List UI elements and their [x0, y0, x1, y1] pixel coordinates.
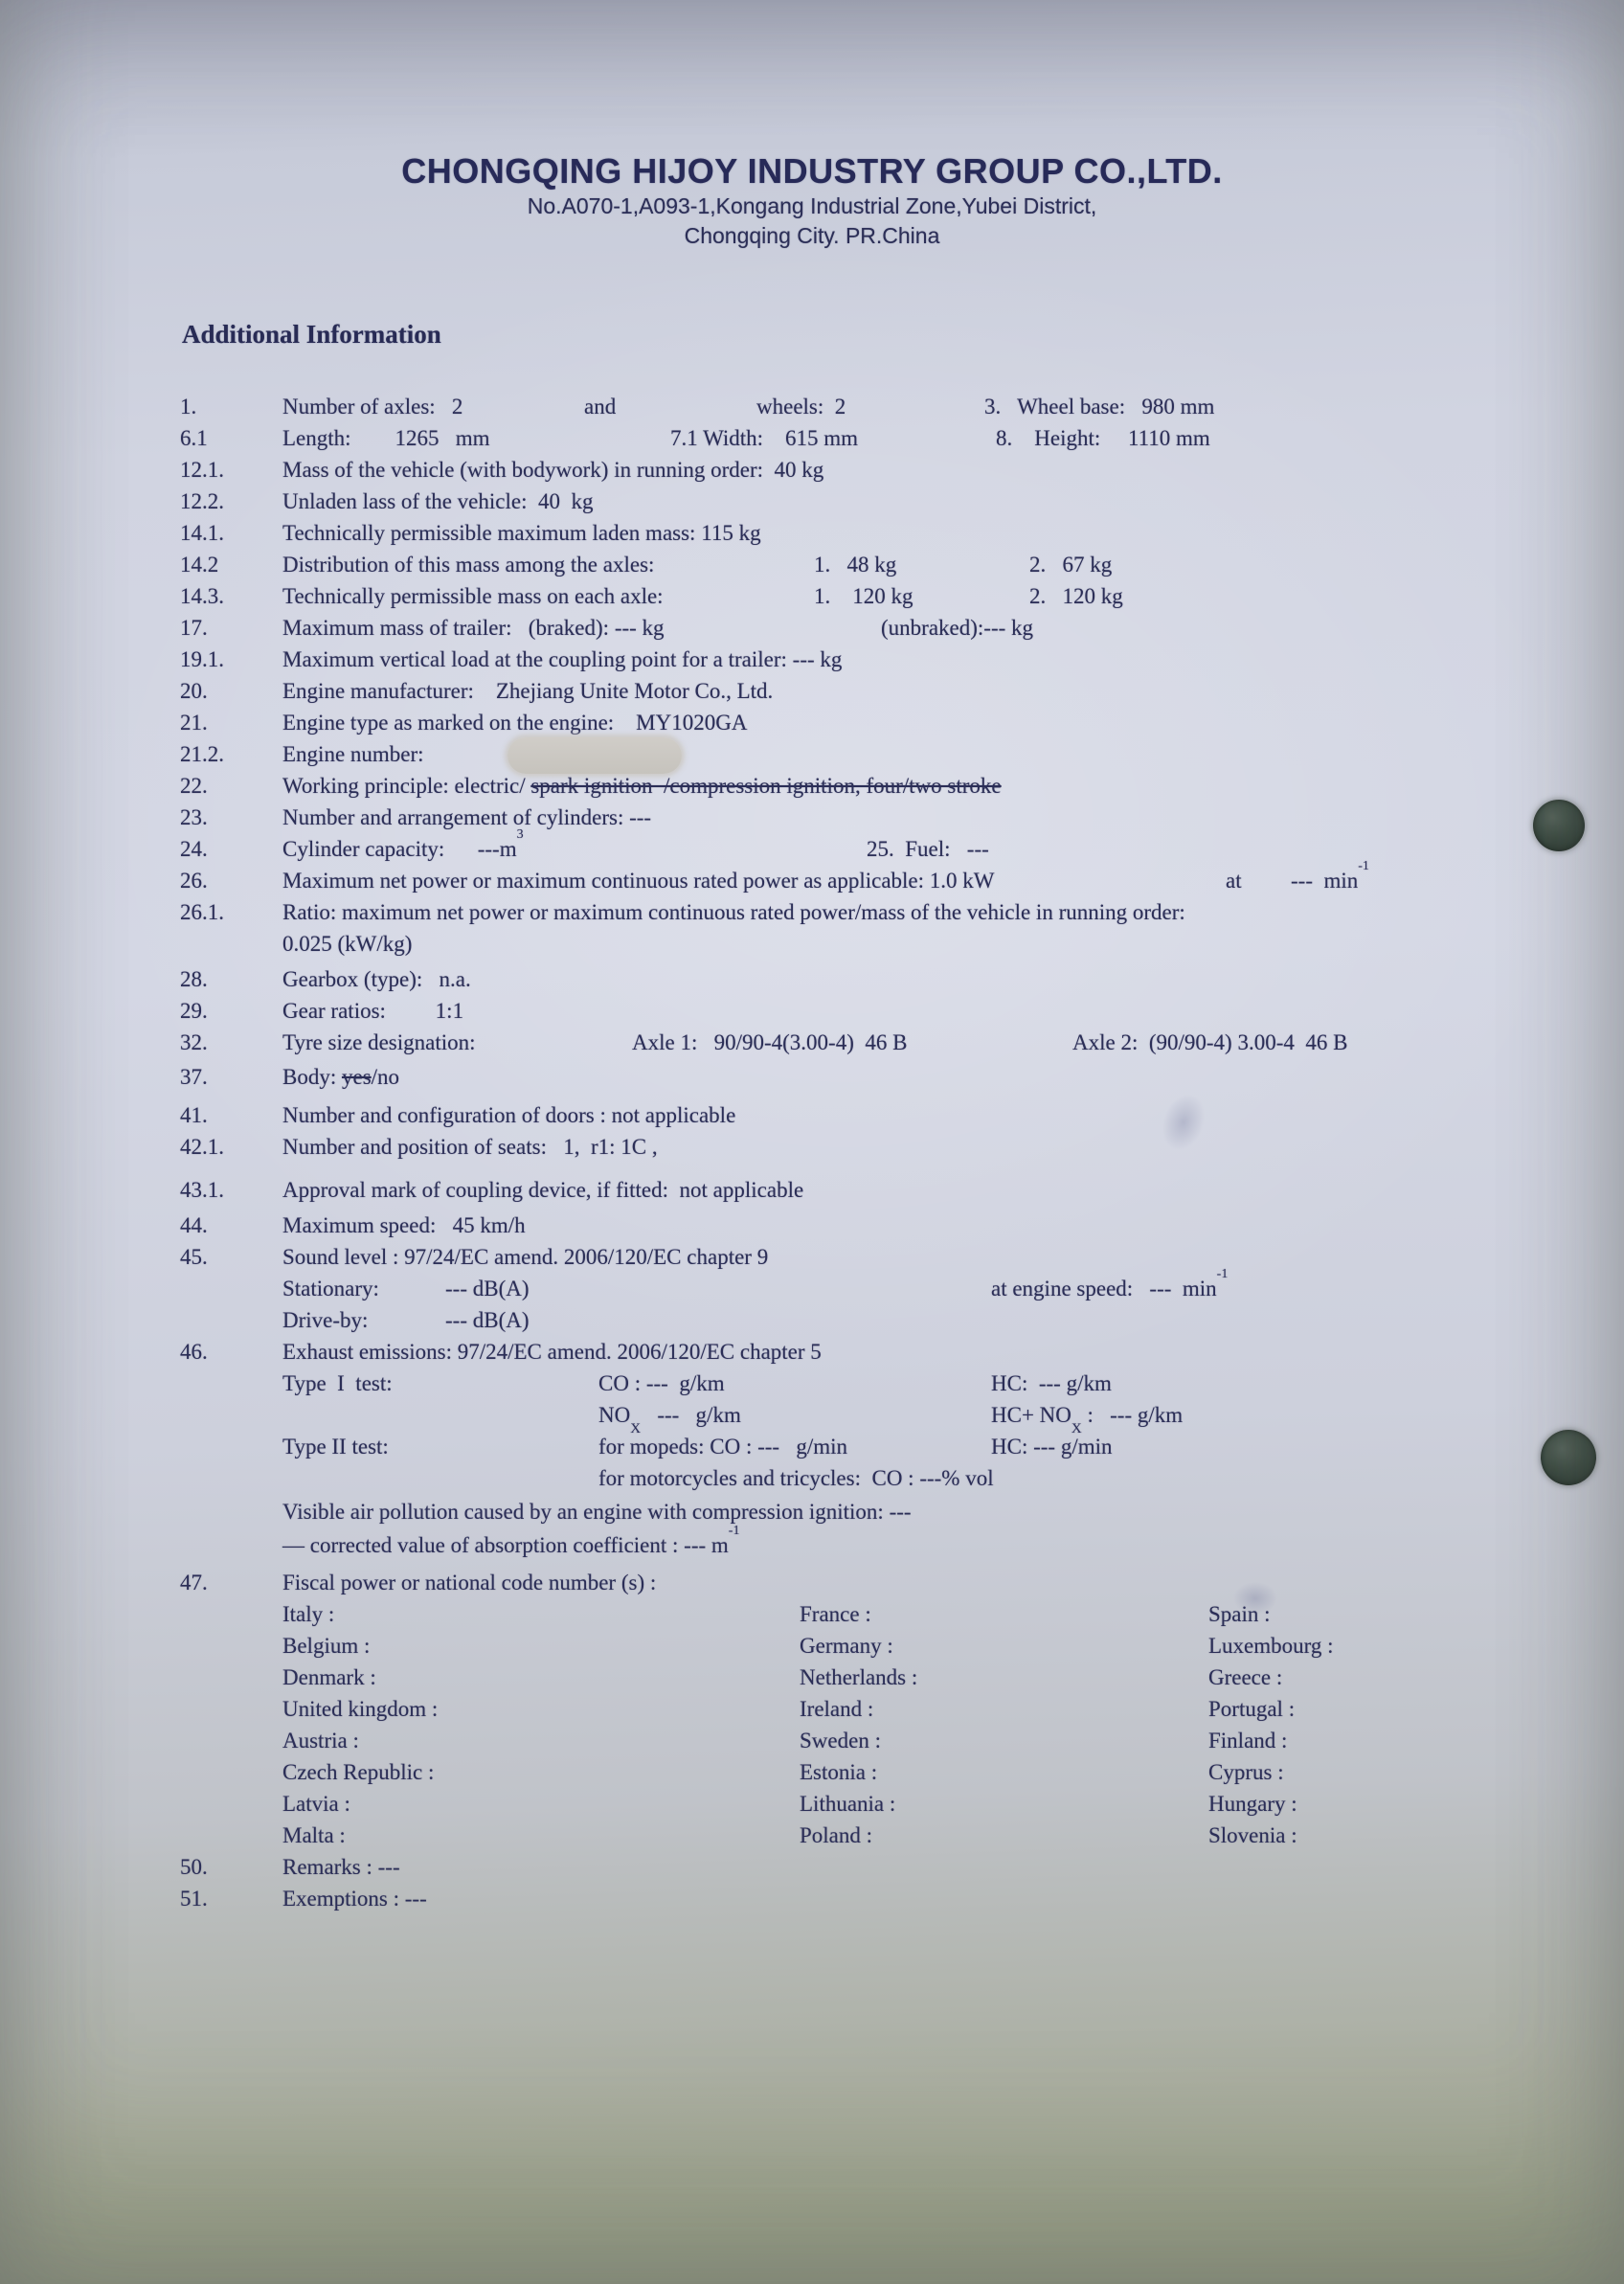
superscript-cubed: 3	[516, 827, 524, 843]
item-14-2-mass-distribution	[0, 553, 1624, 584]
item-number: 44.	[180, 1213, 208, 1237]
country-portugal: Portugal :	[1208, 1697, 1296, 1721]
item-1-axles-wheels-wheelbase	[0, 395, 1624, 426]
screw-head-right-upper	[1533, 800, 1585, 851]
item-21-engine-type	[0, 711, 1624, 742]
item-text: Exemptions : ---	[282, 1887, 427, 1911]
item-text: Gearbox (type): n.a.	[282, 967, 471, 991]
item-text: Engine number:	[282, 742, 424, 766]
item-22-working-principle	[0, 774, 1624, 805]
superscript-minus-one: -1	[1216, 1267, 1229, 1282]
item-46-exhaust-emissions	[0, 1340, 1624, 1371]
item-number: 47.	[180, 1571, 208, 1594]
company-address-line1: No.A070-1,A093-1,Kongang Industrial Zone,Yubei District,	[527, 193, 1097, 218]
item-text: Unladen lass of the vehicle: 40 kg	[282, 489, 594, 513]
item-text: 0.025 (kW/kg)	[282, 932, 413, 956]
item-text-hc-plus-nox: $HC+ NO_X$ : --- g/km	[991, 1403, 1184, 1436]
item-text: Type II test:	[282, 1435, 389, 1459]
item-47-fiscal-power	[0, 1571, 1624, 1602]
item-14-3-mass-each-axle	[0, 584, 1624, 616]
item-number: 32.	[180, 1030, 208, 1054]
country-germany: Germany :	[800, 1634, 893, 1658]
item-number: 26.	[180, 869, 208, 893]
item-text: Approval mark of coupling device, if fitted: not applicable	[282, 1178, 804, 1202]
section-title: Additional Information	[182, 320, 441, 349]
superscript-minus-one: -1	[728, 1524, 740, 1539]
item-text-axle2: 2. 120 kg	[1029, 584, 1123, 608]
item-number: 17.	[180, 616, 208, 640]
country-spain: Spain :	[1208, 1602, 1271, 1626]
item-text-axle1-tyre: Axle 1: 90/90-4(3.00-4) 46 B	[632, 1030, 908, 1054]
item-text-value: --- dB(A)	[445, 1308, 530, 1332]
item-number: 6.1	[180, 426, 208, 450]
country-finland: Finland :	[1208, 1729, 1288, 1753]
item-50-remarks	[0, 1855, 1624, 1887]
item-text: Number and arrangement of cylinders: ---	[282, 805, 652, 829]
company-address-line2: Chongqing City. PR.China	[684, 223, 940, 248]
item-number: 51.	[180, 1887, 208, 1911]
working-principle-struck-out: spark ignition /compression ignition, four/two stroke	[530, 774, 1002, 798]
country-denmark: Denmark :	[282, 1665, 376, 1689]
country-lithuania: Lithuania :	[800, 1792, 896, 1816]
additional-information-list	[0, 395, 1624, 1918]
item-26-1-ratio-value	[0, 932, 1624, 963]
country-column-2	[800, 1602, 917, 1855]
item-text-axle2-tyre: Axle 2: (90/90-4) 3.00-4 46 B	[1072, 1030, 1348, 1054]
screw-head-right-lower	[1541, 1430, 1596, 1485]
item-text: Fiscal power or national code number (s) :	[282, 1571, 657, 1594]
item-text: Maximum speed: 45 km/h	[282, 1213, 526, 1237]
visible-air-pollution	[0, 1500, 1624, 1531]
item-text-wheelbase: 3. Wheel base: 980 mm	[984, 395, 1215, 418]
country-italy: Italy :	[282, 1602, 335, 1626]
country-estonia: Estonia :	[800, 1760, 878, 1784]
item-text: Technically permissible mass on each axle:	[282, 584, 664, 608]
item-text-axle1: 1. 120 kg	[814, 584, 914, 608]
country-code-list	[0, 1602, 1624, 1855]
item-text: Body: yes/no	[282, 1065, 400, 1089]
item-text: Mass of the vehicle (with bodywork) in running order: 40 kg	[282, 458, 824, 482]
country-hungary: Hungary :	[1208, 1792, 1297, 1816]
item-text: Tyre size designation:	[282, 1030, 476, 1054]
item-number: 20.	[180, 679, 208, 703]
item-text-co: CO : --- g/km	[598, 1371, 725, 1395]
company-name: CHONGQING HIJOY INDUSTRY GROUP CO.,LTD.	[401, 151, 1223, 191]
item-number: 43.1.	[180, 1178, 224, 1202]
item-text: Maximum net power or maximum continuous rated power as applicable: 1.0 kW	[282, 869, 995, 893]
item-number: 21.2.	[180, 742, 224, 766]
item-number: 41.	[180, 1103, 208, 1127]
item-37-body	[0, 1065, 1624, 1097]
item-23-cylinders	[0, 805, 1624, 837]
item-text: Maximum vertical load at the coupling point for a trailer: --- kg	[282, 647, 843, 671]
item-20-engine-manufacturer	[0, 679, 1624, 711]
country-column-1	[282, 1602, 438, 1855]
body-yes-struck-out: yes	[341, 1065, 372, 1089]
item-text: Engine manufacturer: Zhejiang Unite Motor Co., Ltd.	[282, 679, 774, 703]
item-text: Technically permissible maximum laden mass: 115 kg	[282, 521, 761, 545]
emissions-motorcycles	[0, 1466, 1624, 1498]
item-text-unbraked: (unbraked):--- kg	[881, 616, 1034, 640]
item-number: 29.	[180, 999, 208, 1023]
item-number: 37.	[180, 1065, 208, 1089]
item-29-gear-ratios	[0, 999, 1624, 1030]
emissions-nox	[0, 1403, 1624, 1435]
item-number: 12.1.	[180, 458, 224, 482]
item-44-max-speed	[0, 1213, 1624, 1245]
item-26-1-power-mass-ratio	[0, 900, 1624, 932]
item-text: for motorcycles and tricycles: CO : ---% vol	[598, 1466, 994, 1490]
country-ireland: Ireland :	[800, 1697, 874, 1721]
item-text: Ratio: maximum net power or maximum continuous rated power/mass of the vehicle in running order:	[282, 900, 1185, 924]
item-text-height: 8. Height: 1110 mm	[996, 426, 1210, 450]
superscript-minus-one: -1	[1358, 859, 1369, 874]
country-sweden: Sweden :	[800, 1729, 881, 1753]
sound-level-drive-by	[0, 1308, 1624, 1340]
country-malta: Malta :	[282, 1823, 346, 1847]
country-austria: Austria :	[282, 1729, 359, 1753]
item-32-tyre-size	[0, 1030, 1624, 1062]
item-6-1-dimensions	[0, 426, 1624, 458]
item-number: 19.1.	[180, 647, 224, 671]
country-netherlands: Netherlands :	[800, 1665, 918, 1689]
item-number: 14.2	[180, 553, 219, 577]
item-text-hc: HC: --- g/km	[991, 1371, 1112, 1395]
item-45-sound-level	[0, 1245, 1624, 1277]
country-poland: Poland :	[800, 1823, 873, 1847]
country-latvia: Latvia :	[282, 1792, 350, 1816]
item-number: 1.	[180, 395, 197, 418]
item-text-fuel: 25. Fuel: ---	[867, 837, 989, 861]
item-text: Gear ratios: 1:1	[282, 999, 464, 1023]
item-number: 50.	[180, 1855, 208, 1879]
item-12-1-mass-running-order	[0, 458, 1624, 489]
item-text: Number of axles: 2	[282, 395, 463, 418]
item-text: Drive-by:	[282, 1308, 369, 1332]
item-text: Number and position of seats: 1, r1: 1C ,	[282, 1135, 658, 1159]
item-number: 24.	[180, 837, 208, 861]
item-text-length: Length: 1265 mm	[282, 426, 490, 450]
item-43-1-coupling-approval	[0, 1178, 1624, 1210]
country-czech-republic: Czech Republic :	[282, 1760, 435, 1784]
item-text: Distribution of this mass among the axles:	[282, 553, 655, 577]
letterhead	[0, 151, 1624, 251]
item-number: 46.	[180, 1340, 208, 1364]
item-text-rpm: --- $\min^{-1}$	[1291, 859, 1369, 893]
item-number: 14.1.	[180, 521, 224, 545]
item-51-exemptions	[0, 1887, 1624, 1918]
item-number: 42.1.	[180, 1135, 224, 1159]
item-26-max-power	[0, 859, 1624, 900]
item-text: Sound level : 97/24/EC amend. 2006/120/EC chapter 9	[282, 1245, 769, 1269]
country-belgium: Belgium :	[282, 1634, 371, 1658]
item-text: Stationary:	[282, 1277, 379, 1300]
emissions-type1-test	[0, 1371, 1624, 1403]
absorption-coefficient	[0, 1524, 1624, 1565]
item-21-2-engine-number	[0, 742, 1624, 774]
item-text-engine-speed: at engine speed: --- $\min^{-1}$	[991, 1267, 1229, 1300]
item-number: 45.	[180, 1245, 208, 1269]
working-principle-kept: Working principle: electric/	[282, 774, 531, 798]
item-text-capacity: Cylinder capacity: $---m^3$	[282, 827, 524, 861]
country-column-3	[1208, 1602, 1334, 1855]
subscript-x: X	[630, 1420, 642, 1436]
emissions-type2-test	[0, 1435, 1624, 1466]
item-number: 12.2.	[180, 489, 224, 513]
item-text: Number and configuration of doors : not applicable	[282, 1103, 736, 1127]
item-number: 28.	[180, 967, 208, 991]
item-12-2-unladen-mass	[0, 489, 1624, 521]
item-text-axle1: 1. 48 kg	[814, 553, 897, 577]
item-text	[282, 774, 1002, 799]
item-number: 23.	[180, 805, 208, 829]
country-luxembourg: Luxembourg :	[1208, 1634, 1334, 1658]
item-17-trailer-mass	[0, 616, 1624, 647]
item-text-at: at	[1226, 869, 1242, 893]
subscript-x: X	[1071, 1420, 1082, 1436]
item-42-1-seats	[0, 1135, 1624, 1166]
item-text: Remarks : ---	[282, 1855, 400, 1879]
item-text: Exhaust emissions: 97/24/EC amend. 2006/120/EC chapter 5	[282, 1340, 822, 1364]
country-france: France :	[800, 1602, 871, 1626]
item-text-hc: HC: --- g/min	[991, 1435, 1113, 1459]
item-text-width: 7.1 Width: 615 mm	[670, 426, 859, 450]
item-text-braked: Maximum mass of trailer: (braked): --- kg	[282, 616, 665, 640]
item-text: and	[584, 395, 617, 418]
sound-level-stationary	[0, 1267, 1624, 1308]
item-number: 14.3.	[180, 584, 224, 608]
item-24-25-capacity-fuel	[0, 827, 1624, 869]
item-14-1-max-laden-mass	[0, 521, 1624, 553]
country-slovenia: Slovenia :	[1208, 1823, 1297, 1847]
item-text: Type I test:	[282, 1371, 393, 1395]
item-41-doors	[0, 1103, 1624, 1135]
country-greece: Greece :	[1208, 1665, 1283, 1689]
country-cyprus: Cyprus :	[1208, 1760, 1284, 1784]
item-text: Visible air pollution caused by an engine with compression ignition: ---	[282, 1500, 912, 1524]
item-number: 26.1.	[180, 900, 224, 924]
item-number: 21.	[180, 711, 208, 735]
country-united-kingdom: United kingdom :	[282, 1697, 439, 1721]
engine-number-redaction-blur	[508, 737, 682, 774]
item-text-nox: $NO_X$ --- g/km	[598, 1403, 741, 1436]
item-number: 22.	[180, 774, 208, 798]
item-text-mopeds-co: for mopeds: CO : --- g/min	[598, 1435, 847, 1459]
item-text: wheels: 2	[756, 395, 846, 418]
item-text: Engine type as marked on the engine: MY1020GA	[282, 711, 748, 735]
item-28-gearbox	[0, 967, 1624, 999]
item-19-1-coupling-load	[0, 647, 1624, 679]
item-text: — corrected value of absorption coefficient : --- $m^{-1}$	[282, 1524, 740, 1557]
item-text-value: --- dB(A)	[445, 1277, 530, 1300]
item-text-axle2: 2. 67 kg	[1029, 553, 1113, 577]
